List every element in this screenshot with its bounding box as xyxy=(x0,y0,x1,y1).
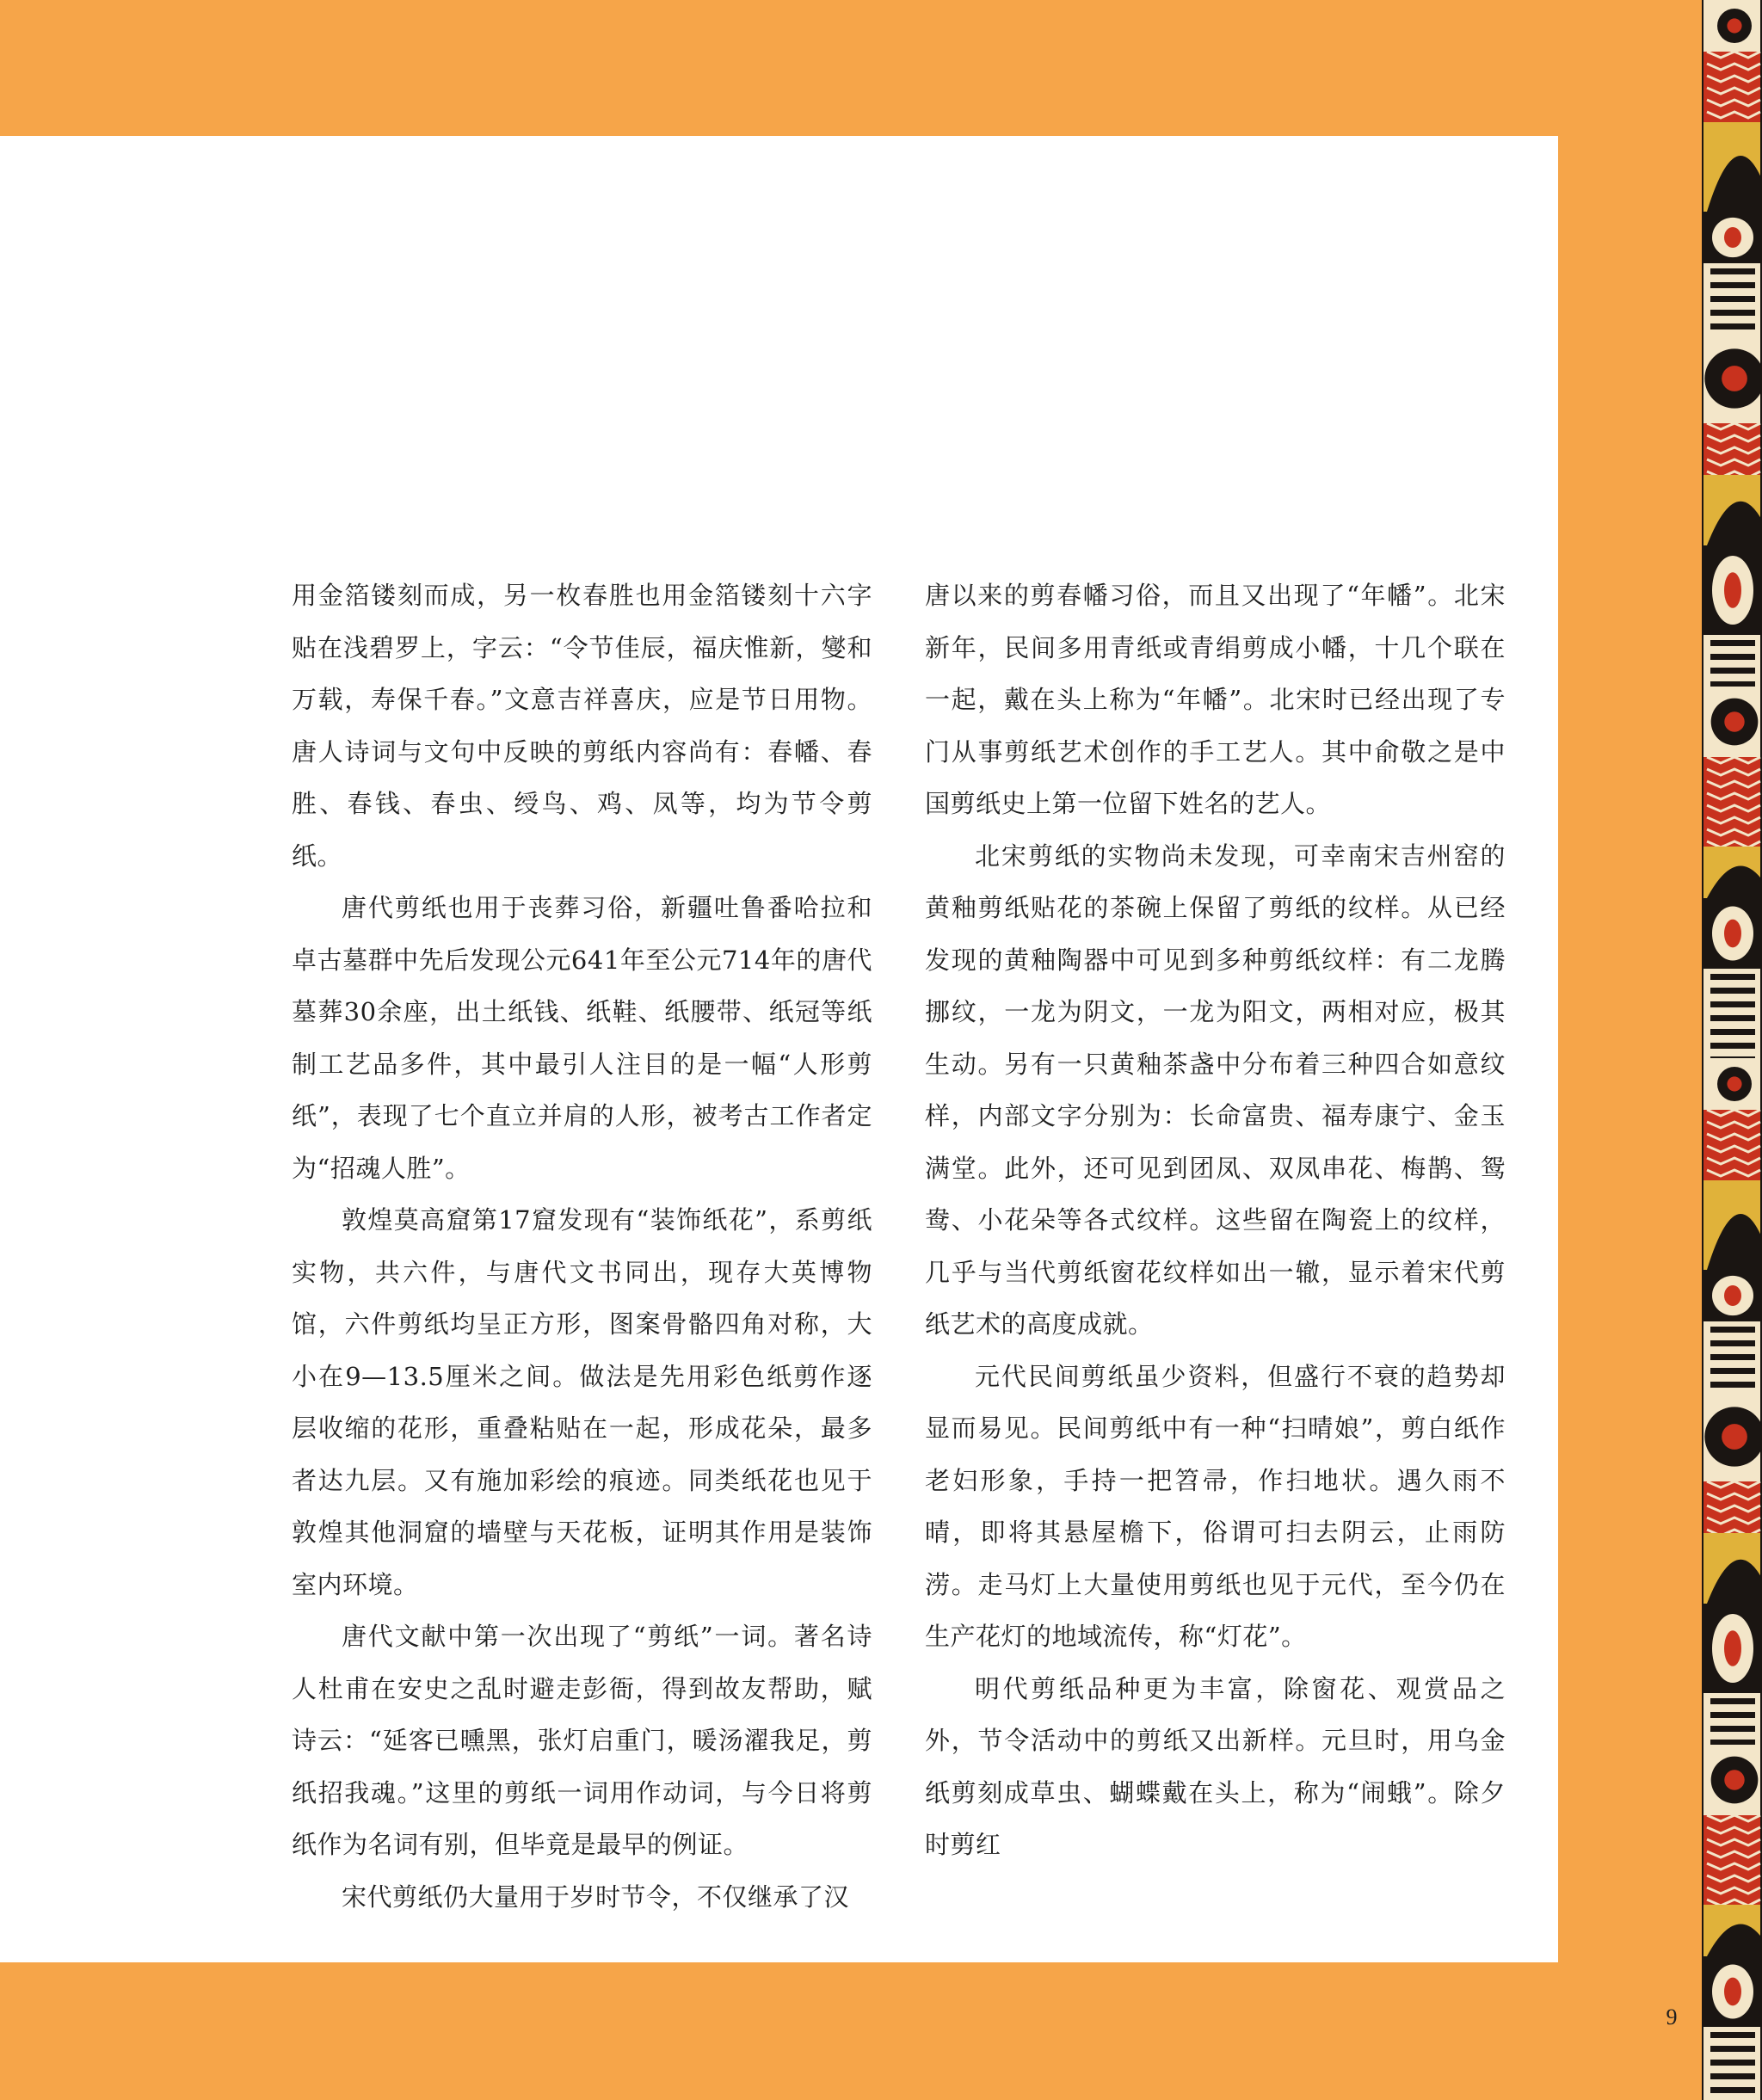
article-left-column xyxy=(292,570,872,1923)
paragraph: 元代民间剪纸虽少资料，但盛行不衰的趋势却显而易见。民间剪纸中有一种“扫晴娘”，剪白纸作老妇形象，手持一把笤帚，作扫地状。遇久雨不晴，即将其悬屋檐下，俗谓可扫去阴云，止雨防涝。走马灯上大量使用剪纸也见于元代，至今仍在生产花灯的地域流传，称“灯花”。 xyxy=(925,1361,1506,1651)
article-right-column xyxy=(925,570,1506,1871)
paragraph: 明代剪纸品种更为丰富，除窗花、观赏品之外，节令活动中的剪纸又出新样。元旦时，用乌金纸剪刻成草虫、蝴蝶戴在头上，称为“闹蛾”。除夕时剪红 xyxy=(925,1673,1506,1859)
paragraph: 宋代剪纸仍大量用于岁时节令，不仅继承了汉 xyxy=(342,1881,850,1912)
page-number: 9 xyxy=(1666,2005,1678,2029)
paragraph: 唐代文献中第一次出现了“剪纸”一词。著名诗人杜甫在安史之乱时避走彭衙，得到故友帮助，赋诗云：“延客已曛黑，张灯启重门，暖汤濯我足，剪纸招我魂。”这里的剪纸一词用作动词，与今日将剪纸作为名词有别，但毕竟是最早的例证。 xyxy=(292,1622,872,1859)
paragraph: 敦煌莫高窟第17窟发现有“装饰纸花”，系剪纸实物，共六件，与唐代文书同出，现存大英博物馆，六件剪纸均呈正方形，图案骨骼四角对称，大小在9—13.5厘米之间。做法是先用彩色纸剪作逐层收缩的花形，重叠粘贴在一起，形成花朵，最多者达九层。又有施加彩绘的痕迹。同类纸花也见于敦煌其他洞窟的墙壁与天花板，证明其作用是装饰室内环境。 xyxy=(292,1205,872,1599)
papercut-border-decoration xyxy=(1695,0,1762,2100)
paragraph: 唐以来的剪春幡习俗，而且又出现了“年幡”。北宋新年，民间多用青纸或青绢剪成小幡，十几个联在一起，戴在头上称为“年幡”。北宋时已经出现了专门从事剪纸艺术创作的手工艺人。其中俞敬之是中国剪纸史上第一位留下姓名的艺人。 xyxy=(925,581,1506,818)
paragraph: 唐代剪纸也用于丧葬习俗，新疆吐鲁番哈拉和卓古墓群中先后发现公元641年至公元714年的唐代墓葬30余座，出土纸钱、纸鞋、纸腰带、纸冠等纸制工艺品多件，其中最引人注目的是一幅“人形剪纸”，表现了七个直立并肩的人形，被考古工作者定为“招魂人胜”。 xyxy=(292,893,872,1183)
paragraph: 用金箔镂刻而成，另一枚春胜也用金箔镂刻十六字贴在浅碧罗上，字云：“令节佳辰，福庆惟新，燮和万载，寿保千春。”文意吉祥喜庆，应是节日用物。唐人诗词与文句中反映的剪纸内容尚有：春幡、春胜、春钱、春虫、绶鸟、鸡、凤等，均为节令剪纸。 xyxy=(292,581,872,871)
paragraph: 北宋剪纸的实物尚未发现，可幸南宋吉州窑的黄釉剪纸贴花的茶碗上保留了剪纸的纹样。从已经发现的黄釉陶器中可见到多种剪纸纹样：有二龙腾挪纹，一龙为阴文，一龙为阳文，两相对应，极其生动。另有一只黄釉茶盏中分布着三种四合如意纹样，内部文字分别为：长命富贵、福寿康宁、金玉满堂。此外，还可见到团凤、双凤串花、梅鹊、鸳鸯、小花朵等各式纹样。这些留在陶瓷上的纹样，几乎与当代剪纸窗花纹样如出一辙，显示着宋代剪纸艺术的高度成就。 xyxy=(925,841,1506,1339)
